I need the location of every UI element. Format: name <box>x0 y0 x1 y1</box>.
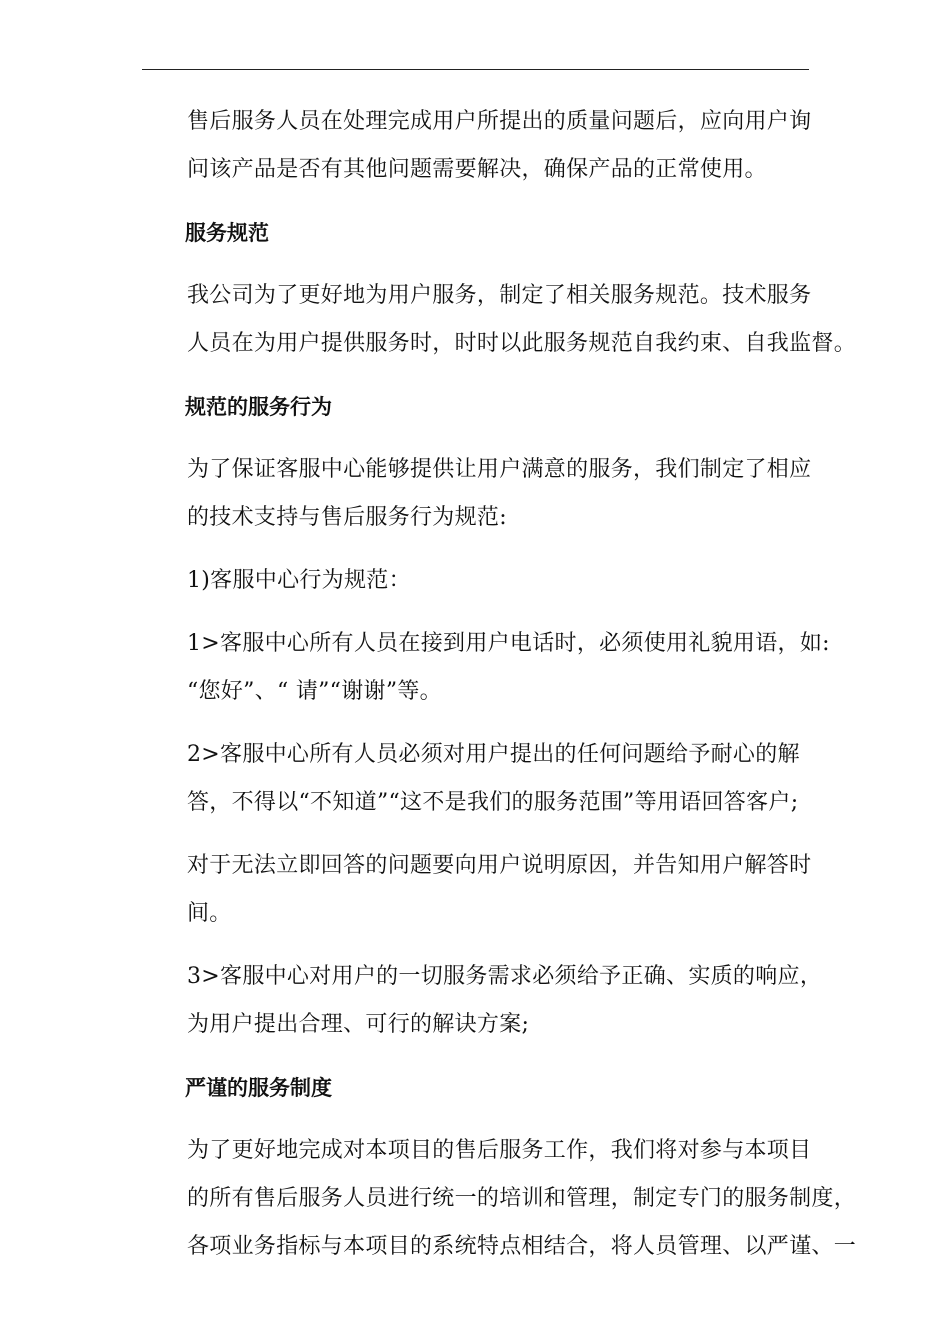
text-line: 对于无法立即回答的问题要向用户说明原因，并告知用户解答时 <box>187 853 812 878</box>
paragraph-service-standards <box>143 272 857 368</box>
paragraph-gap <box>143 368 809 383</box>
text-line: 人员在为用户提供服务时，时时以此服务规范自我约束、自我监督。 <box>187 331 857 356</box>
document-body <box>143 98 857 1271</box>
paragraph-item-2-continued <box>143 842 812 938</box>
paragraph-gap <box>143 827 809 842</box>
paragraph-list-heading <box>143 557 809 605</box>
text-line: 各项业务指标与本项目的系统特点相结合，将人员管理、以严谨、一 <box>187 1234 857 1259</box>
text-line: 为了保证客服中心能够提供让用户满意的服务，我们制定了相应 <box>187 457 812 482</box>
text-line: 1>客服中心所有人员在接到用户电话时，必须使用礼貌用语，如: <box>187 631 830 656</box>
text-line: 我公司为了更好地为用户服务，制定了相关服务规范。技术服务 <box>187 283 812 308</box>
paragraph-gap <box>143 257 809 272</box>
text-line: 间。 <box>187 901 232 926</box>
paragraph-gap <box>143 194 809 209</box>
text-line: 的所有售后服务人员进行统一的培训和管理，制定专门的服务制度， <box>187 1186 857 1211</box>
heading-service-standards: 服务规范 <box>185 221 269 245</box>
paragraph-service-system <box>143 1127 857 1271</box>
text-line: 1)客服中心行为规范： <box>187 568 411 593</box>
text-line: 答，不得以“不知道”“这不是我们的服务范围”等用语回答客户; <box>187 790 799 815</box>
paragraph-quality-followup <box>143 98 812 194</box>
text-line: 的技术支持与售后服务行为规范: <box>187 505 507 530</box>
heading-standard-behavior: 规范的服务行为 <box>185 395 332 419</box>
paragraph-gap <box>143 1049 809 1064</box>
text-line: 为了更好地完成对本项目的售后服务工作，我们将对参与本项目 <box>187 1138 812 1163</box>
heading-service-system: 严谨的服务制度 <box>185 1076 332 1100</box>
paragraph-gap <box>143 431 809 446</box>
header-rule <box>142 69 809 70</box>
text-line: 2>客服中心所有人员必须对用户提出的任何问题给予耐心的解 <box>187 742 800 767</box>
paragraph-gap <box>143 716 809 731</box>
text-line: 问该产品是否有其他问题需要解决，确保产品的正常使用。 <box>187 157 767 182</box>
paragraph-gap <box>143 542 809 557</box>
paragraph-gap <box>143 605 809 620</box>
text-line: “您好”、“ 请”“谢谢”等。 <box>187 679 442 704</box>
paragraph-behavior-intro <box>143 446 812 542</box>
text-line: 售后服务人员在处理完成用户所提出的质量问题后，应向用户询 <box>187 109 812 134</box>
paragraph-gap <box>143 938 809 953</box>
text-line: 为用户提出合理、可行的解诀方案; <box>187 1012 530 1037</box>
paragraph-item-1 <box>143 620 830 716</box>
text-line: 3>客服中心对用户的一切服务需求必须给予正确、实质的响应， <box>187 964 823 989</box>
paragraph-item-2 <box>143 731 809 827</box>
paragraph-item-3 <box>143 953 823 1049</box>
paragraph-gap <box>143 1112 809 1127</box>
